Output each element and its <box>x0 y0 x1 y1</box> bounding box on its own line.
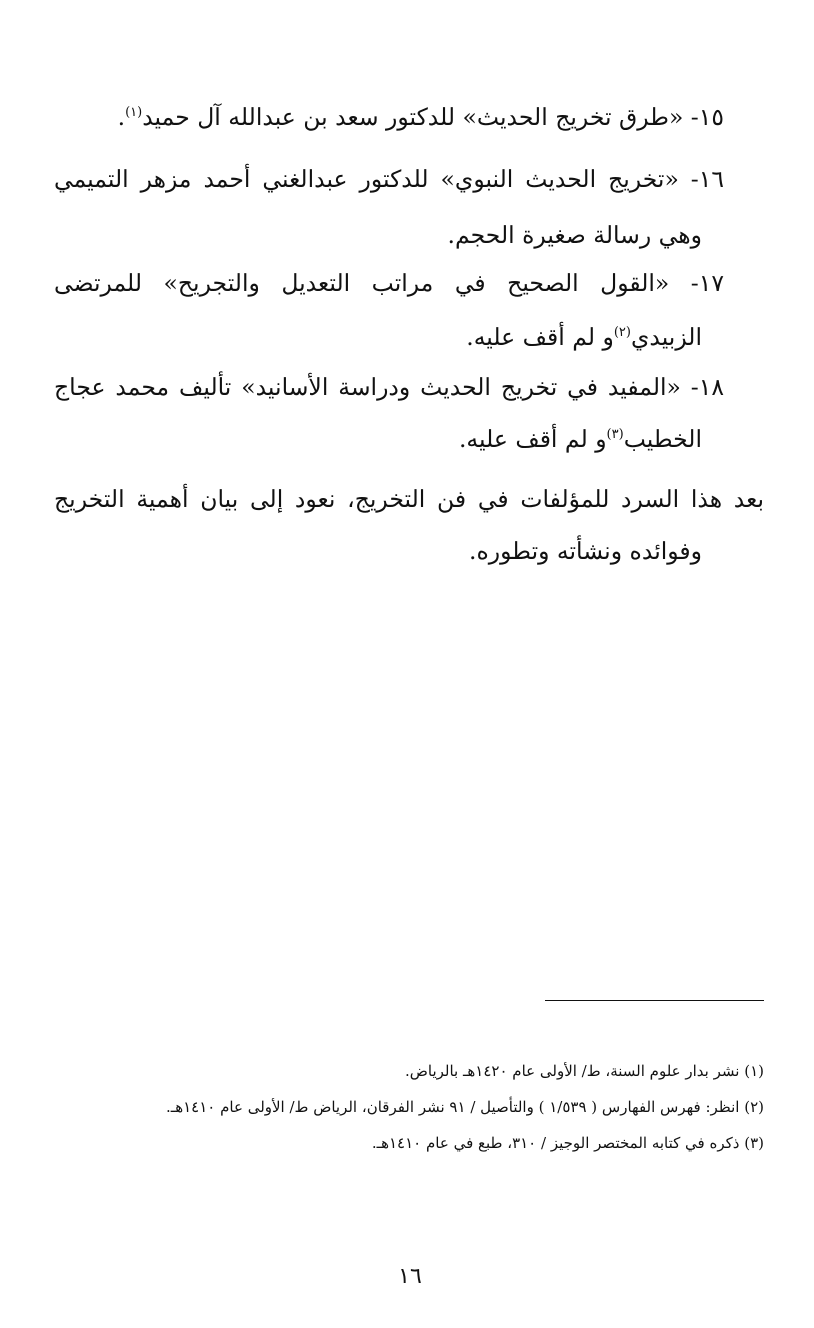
item-18-line-2 <box>458 425 702 453</box>
item-16-line-1-text: ١٦- «تخريج الحديث النبوي» للدكتور عبدالغني أحمد مزهر التميمي <box>54 165 724 193</box>
item-18-line-2-start: الخطيب <box>623 425 702 453</box>
footnote-1: (١) نشر بدار علوم السنة، ط/ الأولى عام ١٤٢٠هـ بالرياض. <box>404 1062 764 1080</box>
closing-paragraph-line-1 <box>54 485 764 513</box>
item-18-line-1 <box>54 373 724 401</box>
item-17-line-2 <box>466 323 702 351</box>
item-16-line-2-text: وهي رسالة صغيرة الحجم. <box>447 221 702 249</box>
item-17-line-2-start: الزبيدي <box>630 323 702 351</box>
footnote-marker-2: (٢) <box>613 325 631 341</box>
item-15-text: ١٥- «طرق تخريج الحديث» للدكتور سعد بن عبدالله آل حميد <box>142 103 724 131</box>
item-15-line <box>117 103 724 131</box>
item-17-line-1-text: ١٧- «القول الصحيح في مراتب التعديل والتجريح» للمرتضى <box>54 269 724 297</box>
footnote-2: (٢) انظر: فهرس الفهارس ( ١/٥٣٩ ) والتأصيل / ٩١ نشر الفرقان، الرياض ط/ الأولى عام ١٤١٠هـ. <box>166 1098 764 1116</box>
item-18-line-2-end: و لم أقف عليه. <box>458 425 607 453</box>
item-18-line-1-text: ١٨- «المفيد في تخريج الحديث ودراسة الأسانيد» تأليف محمد عجاج <box>54 373 724 401</box>
item-15-end: . <box>117 103 126 131</box>
closing-line-1-text: بعد هذا السرد للمؤلفات في فن التخريج، نعود إلى بيان أهمية التخريج <box>54 485 764 513</box>
item-16-line-1 <box>54 165 724 193</box>
footnote-marker-3: (٣) <box>606 427 624 443</box>
footnote-marker-1: (١) <box>125 105 143 121</box>
item-17-line-2-end: و لم أقف عليه. <box>466 323 614 351</box>
item-17-line-1 <box>54 269 724 297</box>
footnote-3: (٣) ذكره في كتابه المختصر الوجيز / ٣١٠، طبع في عام ١٤١٠هـ. <box>371 1134 764 1152</box>
page-number: ١٦ <box>398 1264 422 1289</box>
closing-paragraph-line-2 <box>469 537 702 565</box>
footnote-separator <box>545 1000 764 1001</box>
item-16-line-2 <box>447 221 703 249</box>
closing-line-2-text: وفوائده ونشأته وتطوره. <box>469 537 702 565</box>
